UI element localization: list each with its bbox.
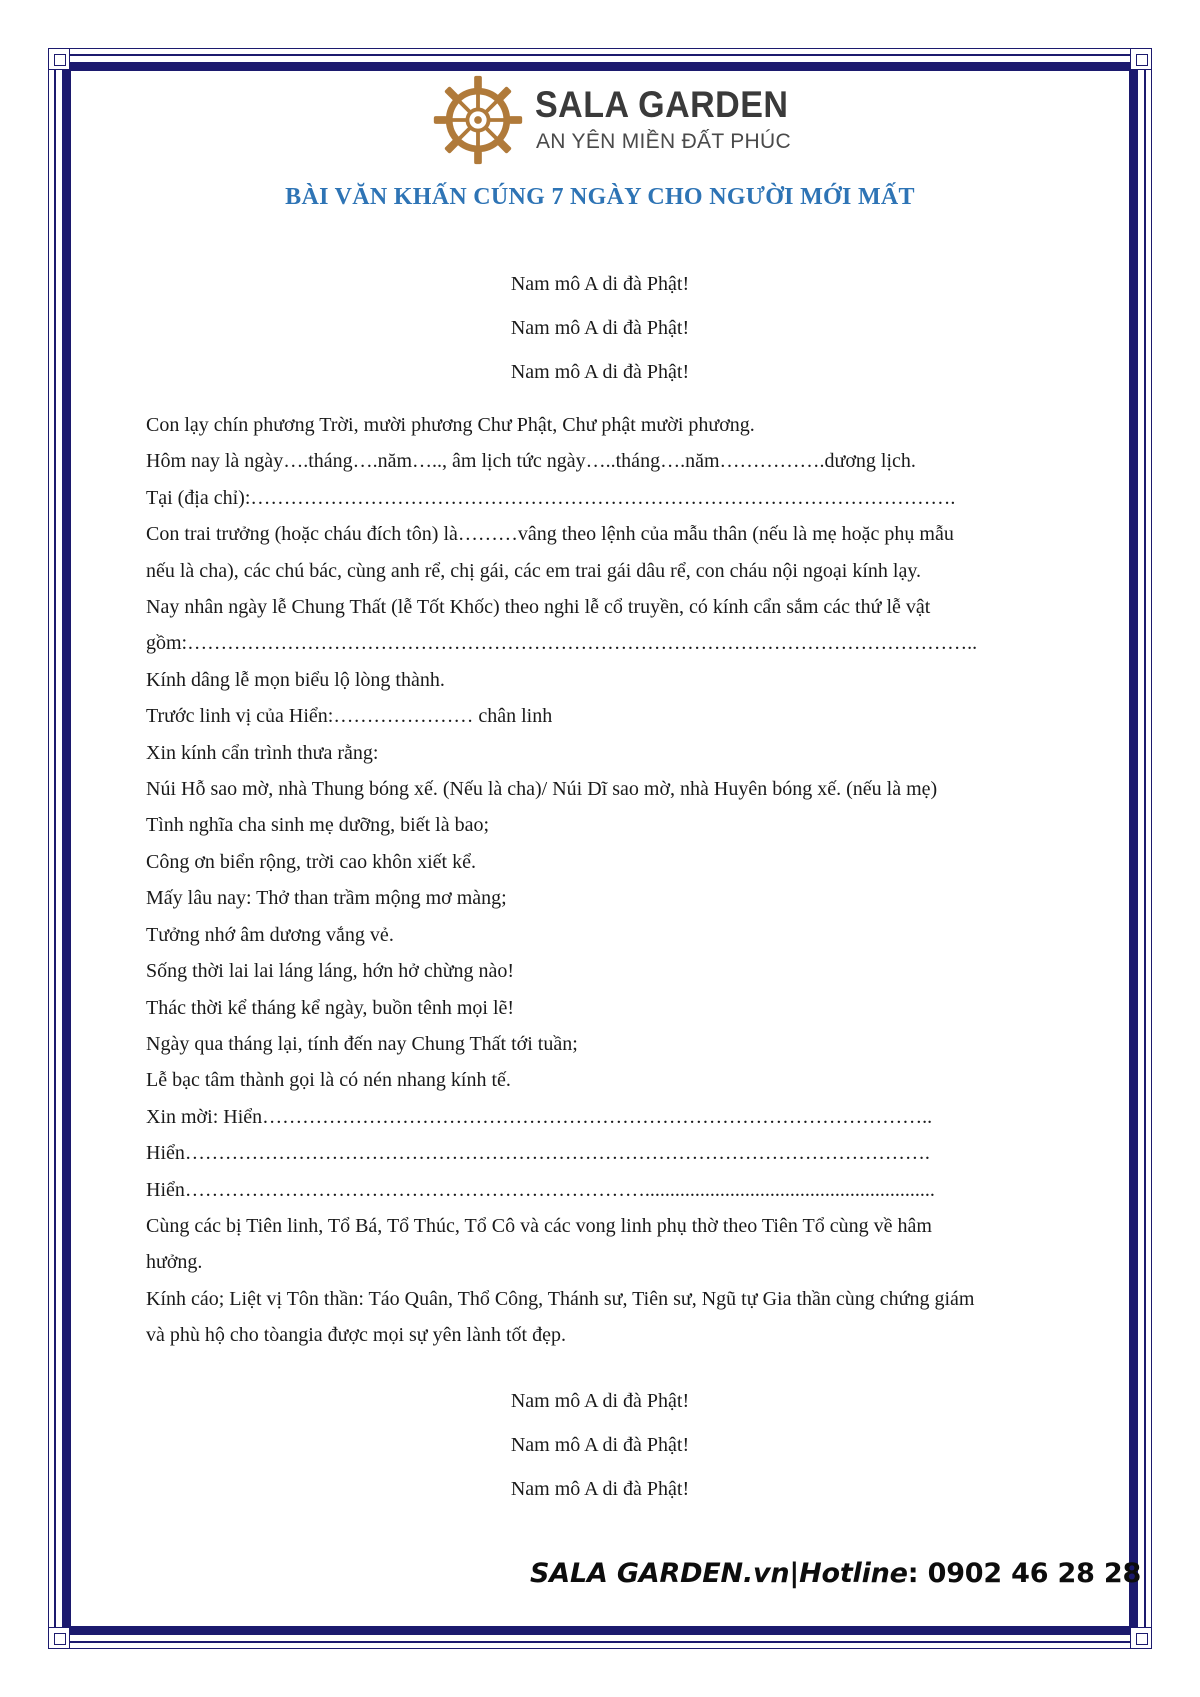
border-corner-top-left bbox=[48, 48, 70, 70]
footer-separator: | bbox=[789, 1558, 800, 1589]
prayer-line: Lễ bạc tâm thành gọi là có nén nhang kính tế. bbox=[146, 1069, 511, 1092]
prayer-line: Kính dâng lễ mọn biểu lộ lòng thành. bbox=[146, 668, 445, 691]
prayer-line: Nay nhân ngày lễ Chung Thất (lễ Tốt Khốc) theo nghi lễ cổ truyền, có kính cẩn sắm các thứ lễ vật bbox=[146, 596, 931, 619]
prayer-line: Tưởng nhớ âm dương vắng vẻ. bbox=[146, 923, 394, 946]
border-corner-bottom-left bbox=[48, 1627, 70, 1649]
prayer-line: Xin mời: Hiển……………………………………………………………………………………….. bbox=[146, 1105, 933, 1128]
prayer-line: gồm:……………………………………………………………………………………………………….. bbox=[146, 632, 978, 655]
prayer-line: nếu là cha), các chú bác, cùng anh rể, chị gái, các em trai gái dâu rể, con cháu nội ngoại kính lạy. bbox=[146, 559, 922, 582]
footer-contact bbox=[530, 1558, 1141, 1589]
prayer-line: Công ơn biển rộng, trời cao khôn xiết kể. bbox=[146, 850, 476, 873]
prayer-line: và phù hộ cho tòangia được mọi sự yên lành tốt đẹp. bbox=[146, 1324, 566, 1347]
prayer-line: Con trai trưởng (hoặc cháu đích tôn) là………vâng theo lệnh của mẫu thân (nếu là mẹ hoặc phụ mẫu bbox=[146, 523, 954, 546]
prayer-line: Xin kính cẩn trình thưa rằng: bbox=[146, 741, 379, 764]
document-title: BÀI VĂN KHẤN CÚNG 7 NGÀY CHO NGƯỜI MỚI MẤT bbox=[285, 184, 915, 210]
prayer-line: Sống thời lai lai láng láng, hớn hở chừng nào! bbox=[146, 960, 515, 983]
brand-slogan: AN YÊN MIỀN ĐẤT PHÚC bbox=[536, 130, 791, 153]
prayer-line: Cùng các bị Tiên linh, Tổ Bá, Tổ Thúc, Tổ Cô và các vong linh phụ thờ theo Tiên Tổ cùng về hâm bbox=[146, 1214, 932, 1237]
prayer-line: Tình nghĩa cha sinh mẹ dưỡng, biết là bao; bbox=[146, 814, 490, 837]
prayer-line: Hôm nay là ngày….tháng….năm….., âm lịch tức ngày…..tháng….năm…………….dương lịch. bbox=[146, 450, 916, 473]
border-corner-top-right bbox=[1130, 48, 1152, 70]
prayer-line: Tại (địa chỉ):……………………………………………………………………………………………. bbox=[146, 486, 956, 509]
prayer-line: Hiển…………………………………………………………….......................................................... bbox=[146, 1178, 935, 1201]
prayer-line: Kính cáo; Liệt vị Tôn thần: Táo Quân, Thổ Công, Thánh sư, Tiên sư, Ngũ tự Gia thần cùng chứng giám bbox=[146, 1287, 975, 1310]
prayer-line: Hiển…………………………………………………………………………………………………. bbox=[146, 1142, 930, 1165]
prayer-body bbox=[146, 407, 1066, 1354]
invocation-line: Nam mô A di đà Phật! bbox=[510, 1478, 690, 1500]
footer-hotline-label: Hotline bbox=[799, 1558, 908, 1589]
prayer-line: Mấy lâu nay: Thở than trầm mộng mơ màng; bbox=[146, 887, 507, 910]
prayer-line: Ngày qua tháng lại, tính đến nay Chung Thất tới tuần; bbox=[146, 1032, 578, 1055]
prayer-line: Thác thời kể tháng kể ngày, buồn tênh mọi lẽ! bbox=[146, 996, 515, 1019]
footer-colon: : bbox=[907, 1558, 919, 1589]
dharma-wheel-logo-icon bbox=[430, 72, 526, 168]
prayer-line: Trước linh vị của Hiển:………………… chân linh bbox=[146, 705, 553, 728]
footer-phone[interactable]: 0902 46 28 28 bbox=[927, 1558, 1142, 1589]
footer-site[interactable]: SALA GARDEN.vn bbox=[530, 1558, 790, 1589]
invocation-line: Nam mô A di đà Phật! bbox=[510, 361, 690, 383]
prayer-line: hưởng. bbox=[146, 1251, 203, 1274]
prayer-line: Con lạy chín phương Trời, mười phương Chư Phật, Chư phật mười phương. bbox=[146, 414, 755, 436]
invocation-line: Nam mô A di đà Phật! bbox=[510, 1390, 690, 1412]
brand-name: SALA GARDEN bbox=[535, 84, 789, 125]
invocation-line: Nam mô A di đà Phật! bbox=[510, 273, 690, 295]
prayer-line: Núi Hỗ sao mờ, nhà Thung bóng xế. (Nếu là cha)/ Núi Dĩ sao mờ, nhà Huyên bóng xế. (nếu là mẹ) bbox=[146, 778, 938, 801]
border-corner-bottom-right bbox=[1130, 1627, 1152, 1649]
invocation-line: Nam mô A di đà Phật! bbox=[510, 317, 690, 339]
invocation-line: Nam mô A di đà Phật! bbox=[510, 1434, 690, 1456]
